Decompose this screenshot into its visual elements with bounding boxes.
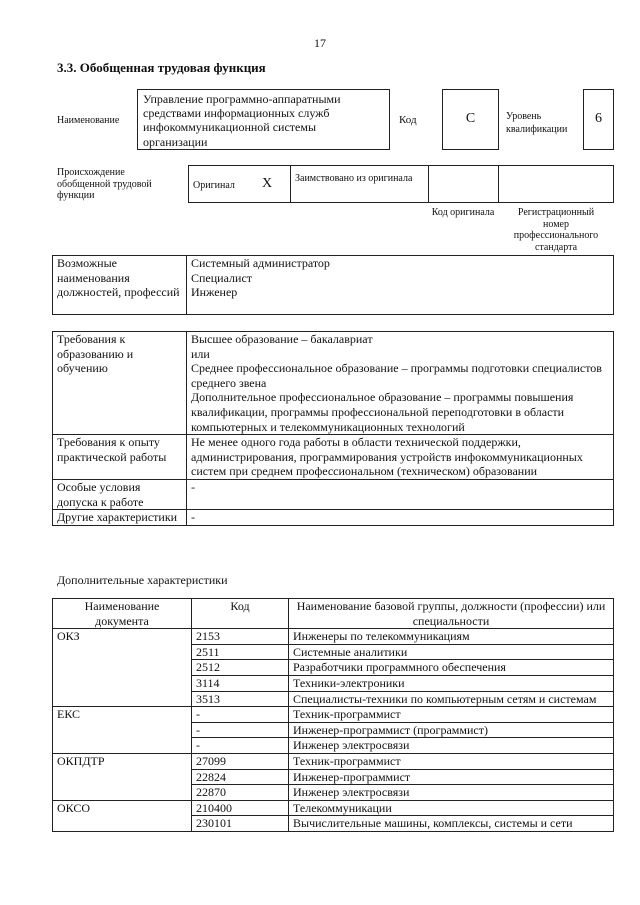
origin-label: Происхождение обобщенной трудовой функции — [57, 167, 152, 201]
additional-title: Дополнительные характеристики — [57, 573, 228, 587]
positions-row — [53, 256, 614, 315]
origin-divider-1 — [290, 165, 291, 203]
code-cell: 230101 — [192, 816, 289, 832]
position-item: Инженер — [191, 285, 238, 300]
positions-label: Возможные наименования должностей, профессий — [53, 256, 187, 315]
name-cell: Инженеры по телекоммуникациям — [289, 629, 614, 645]
requirement-value: - — [187, 510, 614, 526]
table-row — [53, 707, 614, 723]
requirement-line: Дополнительное профессиональное образование – программы повышения квалификации, программы профессиональной переподготовки в области компьютерных и телекоммуникационных технологий — [191, 390, 574, 434]
table-row — [53, 800, 614, 816]
reg-number-caption: Регистрационный номер профессионального стандарта — [513, 207, 599, 253]
name-box — [137, 89, 390, 150]
name-cell: Техник-программист — [289, 753, 614, 769]
requirements-table — [52, 331, 614, 526]
requirement-line: Высшее образование – бакалавриат — [191, 332, 373, 346]
code-cell: 3513 — [192, 691, 289, 707]
borrowed-label: Заимствовано из оригинала — [295, 173, 413, 184]
requirement-row — [53, 479, 614, 509]
name-cell: Телекоммуникации — [289, 800, 614, 816]
level-value: 6 — [595, 111, 602, 126]
name-cell: Специалисты-техники по компьютерным сетям и системам — [289, 691, 614, 707]
additional-table — [52, 598, 614, 832]
level-box — [583, 89, 614, 150]
origin-divider-2 — [428, 165, 429, 203]
requirement-value — [187, 332, 614, 435]
code-cell: 27099 — [192, 753, 289, 769]
requirement-value — [187, 435, 614, 480]
position-item: Специалист — [191, 270, 253, 285]
name-value: Управление программно-аппаратными средствами информационных служб инфокоммуникационной системы организации — [143, 92, 341, 149]
origin-divider-3 — [498, 165, 499, 203]
code-original-caption: Код оригинала — [431, 207, 495, 218]
requirement-label: Требования к образованию и обучению — [53, 332, 187, 435]
requirement-label: Особые условия допуска к работе — [53, 479, 187, 509]
code-cell: 2512 — [192, 660, 289, 676]
position-item: Системный администратор — [191, 256, 330, 270]
section-title: 3.3. Обобщенная трудовая функция — [57, 60, 266, 75]
name-cell: Техники-электроники — [289, 675, 614, 691]
code-cell: - — [192, 738, 289, 754]
name-cell: Системные аналитики — [289, 644, 614, 660]
code-cell: 2511 — [192, 644, 289, 660]
code-label: Код — [399, 114, 417, 126]
requirement-label: Требования к опыту практической работы — [53, 435, 187, 480]
code-cell: 3114 — [192, 675, 289, 691]
doc-cell: ОКСО — [53, 800, 192, 831]
code-cell: - — [192, 722, 289, 738]
name-label: Наименование — [57, 115, 120, 126]
name-cell: Инженер-программист — [289, 769, 614, 785]
table-row — [53, 629, 614, 645]
name-cell: Разработчики программного обеспечения — [289, 660, 614, 676]
code-box — [442, 89, 499, 150]
code-cell: 210400 — [192, 800, 289, 816]
original-mark: X — [262, 176, 273, 191]
doc-cell: ОКПДТР — [53, 753, 192, 800]
name-cell: Вычислительные машины, комплексы, системы и сети — [289, 816, 614, 832]
positions-table — [52, 255, 614, 315]
code-cell: 2153 — [192, 629, 289, 645]
header-doc: Наименование документа — [53, 599, 192, 629]
header-code: Код — [192, 599, 289, 629]
code-value: C — [465, 111, 476, 126]
name-cell: Инженер электросвязи — [289, 738, 614, 754]
requirement-line: Не менее одного года работы в области технической поддержки, администрирования, программирования устройств инфокоммуникационных систем при среднем профессиональном (техническом) образовании — [191, 435, 583, 479]
requirement-row — [53, 332, 614, 435]
requirement-label: Другие характеристики — [53, 510, 187, 526]
requirement-value: - — [187, 479, 614, 509]
positions-values — [187, 256, 614, 315]
level-label: Уровень квалификации — [506, 111, 568, 135]
doc-cell: ОКЗ — [53, 629, 192, 707]
code-cell: 22824 — [192, 769, 289, 785]
table-row — [53, 753, 614, 769]
page-number: 17 — [314, 36, 326, 50]
code-cell: 22870 — [192, 785, 289, 801]
code-cell: - — [192, 707, 289, 723]
requirement-row — [53, 435, 614, 480]
additional-header-row — [53, 599, 614, 629]
name-cell: Техник-программист — [289, 707, 614, 723]
original-label: Оригинал — [193, 180, 235, 191]
requirement-line: или — [191, 346, 210, 361]
requirement-line: Среднее профессиональное образование – программы подготовки специалистов среднего звена — [191, 361, 602, 390]
requirement-row — [53, 510, 614, 526]
name-cell: Инженер-программист (программист) — [289, 722, 614, 738]
doc-cell: ЕКС — [53, 707, 192, 754]
name-cell: Инженер электросвязи — [289, 785, 614, 801]
header-name: Наименование базовой группы, должности (профессии) или специальности — [289, 599, 614, 629]
